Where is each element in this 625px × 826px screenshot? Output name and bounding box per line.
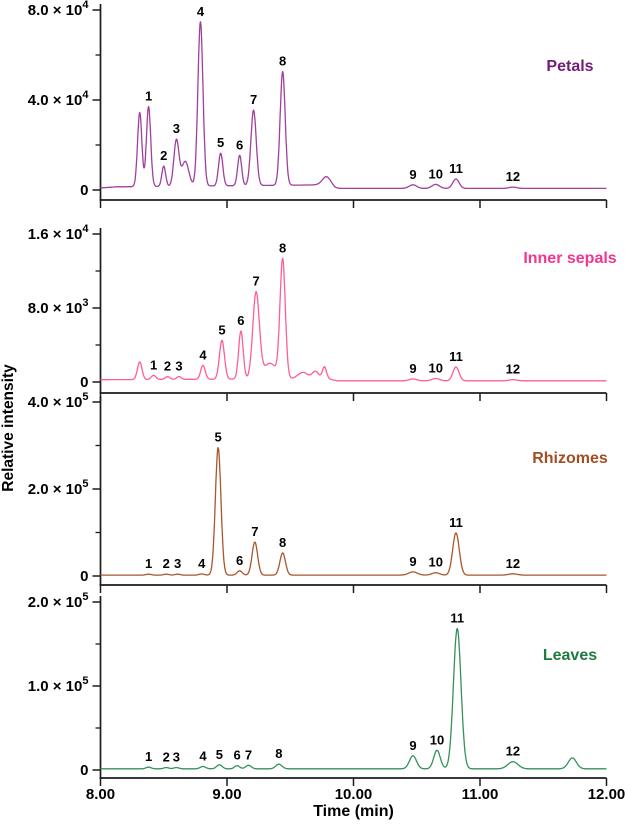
peak-label-8: 8	[279, 240, 287, 256]
peak-label-4: 4	[198, 555, 206, 571]
peak-label-6: 6	[233, 747, 241, 763]
peak-label-1: 1	[150, 357, 158, 373]
x-tick-label: 9.00	[212, 786, 242, 803]
y-tick-label: $4.0 \times 10^5$	[27, 391, 89, 411]
peak-label-5: 5	[215, 746, 224, 762]
peak-label-6: 6	[236, 137, 244, 153]
peak-label-4: 4	[199, 748, 207, 764]
peak-label-9: 9	[409, 166, 417, 182]
peak-label-7: 7	[252, 273, 260, 289]
trace-petals	[101, 22, 607, 189]
peak-label-3: 3	[174, 556, 182, 572]
peak-label-7: 7	[249, 92, 258, 108]
peak-label-7: 7	[244, 747, 253, 763]
peak-label-12: 12	[505, 743, 521, 759]
peak-label-12: 12	[505, 555, 521, 571]
y-tick-label: $8.0 \times 10^3$	[27, 297, 89, 317]
peak-label-11: 11	[450, 610, 465, 626]
peak-label-2: 2	[160, 148, 168, 164]
peak-label-11: 11	[449, 160, 463, 176]
peak-label-4: 4	[196, 3, 205, 19]
peak-label-12: 12	[505, 169, 521, 185]
peak-label-10: 10	[428, 554, 443, 570]
peak-label-6: 6	[236, 552, 244, 568]
y-tick-label: $2.0 \times 10^5$	[27, 478, 89, 498]
peak-label-10: 10	[428, 166, 443, 182]
y-tick-label: $4.0 \times 10^4$	[27, 89, 89, 109]
peak-label-2: 2	[163, 358, 172, 374]
peak-label-5: 5	[218, 322, 226, 338]
x-tick-label: 12.00	[587, 786, 625, 803]
peak-label-2: 2	[162, 749, 170, 765]
peak-label-3: 3	[175, 358, 183, 374]
peak-label-9: 9	[409, 553, 417, 569]
series-label-inner-sepals: Inner sepals	[523, 250, 617, 267]
peak-label-11: 11	[449, 514, 463, 530]
series-label-petals: Petals	[546, 58, 594, 75]
series-label-rhizomes: Rhizomes	[532, 450, 608, 467]
peak-label-9: 9	[409, 737, 417, 753]
panel-rhizomes	[28, 391, 608, 593]
y-axis-title: Relative intensity	[0, 364, 17, 492]
peak-label-5: 5	[217, 135, 225, 151]
peak-label-12: 12	[505, 361, 521, 377]
y-tick-label: 0	[80, 182, 89, 199]
y-tick-label: $1.0 \times 10^5$	[27, 675, 89, 695]
peak-label-4: 4	[199, 347, 207, 363]
panel-inner-sepals	[28, 223, 617, 401]
peak-label-1: 1	[144, 556, 153, 572]
y-tick-label: $1.6 \times 10^4$	[27, 223, 89, 243]
y-tick-label: $8.0 \times 10^4$	[27, 0, 89, 19]
peak-label-10: 10	[429, 732, 445, 748]
y-tick-label: $2.0 \times 10^5$	[27, 591, 89, 611]
trace-leaves	[101, 629, 607, 769]
peak-label-11: 11	[449, 348, 463, 364]
x-tick-label: 10.00	[334, 786, 373, 803]
peak-label-8: 8	[275, 746, 283, 762]
series-label-leaves: Leaves	[542, 647, 598, 664]
panel-petals	[28, 0, 607, 208]
peak-label-1: 1	[144, 88, 153, 104]
y-tick-label: 0	[80, 374, 89, 391]
peak-label-5: 5	[214, 429, 222, 445]
x-axis-title: Time (min)	[313, 803, 394, 820]
y-tick-label: 0	[80, 762, 89, 779]
panel-leaves	[28, 591, 607, 786]
peak-label-6: 6	[237, 313, 245, 329]
peak-label-8: 8	[279, 53, 287, 69]
y-tick-label: 0	[80, 568, 89, 585]
x-tick-label: 11.00	[461, 786, 499, 803]
peak-label-7: 7	[251, 524, 259, 540]
x-tick-label: 8.00	[85, 786, 116, 803]
peak-label-10: 10	[428, 360, 443, 376]
peak-label-8: 8	[279, 534, 287, 550]
peak-label-9: 9	[409, 360, 417, 376]
peak-label-1: 1	[144, 749, 153, 765]
peak-label-3: 3	[172, 749, 181, 765]
peak-label-2: 2	[162, 556, 170, 572]
peak-label-3: 3	[172, 121, 181, 137]
